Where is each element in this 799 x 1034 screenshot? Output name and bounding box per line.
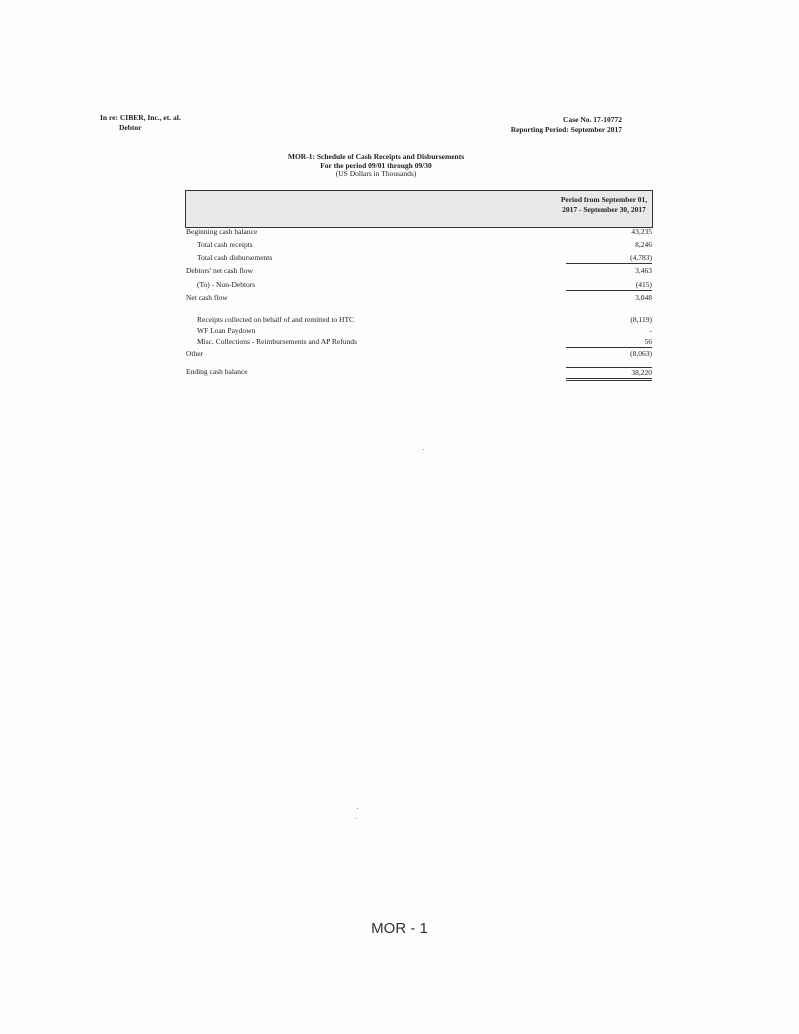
in-re-text: In re: CIBER, Inc., et. al. (100, 113, 181, 122)
row-label: Misc. Collections - Reimbursements and AP Refunds (197, 337, 357, 346)
scan-speck (357, 808, 358, 809)
row-label: Other (186, 349, 204, 358)
case-number: Case No. 17-10772 (563, 115, 622, 124)
row-label: Receipts collected on behalf of and remitted to HTC (197, 315, 355, 324)
table-row (186, 326, 652, 336)
title-line-2: For the period 09/01 through 09/30 (320, 160, 432, 170)
table-row (186, 349, 652, 359)
reporting-period: Reporting Period: September 2017 (510, 125, 622, 134)
row-label: Net cash flow (186, 293, 228, 302)
table-row (186, 315, 652, 325)
table-header (185, 190, 653, 228)
table-row (186, 337, 652, 347)
row-label: Ending cash balance (186, 367, 248, 376)
row-value: 3,048 (635, 293, 652, 302)
table-row (186, 293, 652, 303)
row-label: WF Loan Paydown (197, 326, 256, 335)
table-row (186, 253, 652, 263)
title-line-3: (US Dollars in Thousands) (335, 169, 417, 178)
case-header (470, 115, 622, 135)
table-row (186, 240, 652, 250)
row-label: Total cash receipts (197, 240, 253, 249)
row-label: Beginning cash balance (186, 227, 258, 236)
period-column-header: Period from September 01, 2017 - September 30, 2017 (560, 195, 648, 214)
row-value: 56 (566, 337, 652, 348)
row-value: - (649, 326, 652, 335)
row-value: (415) (566, 280, 652, 291)
debtor-header (100, 113, 181, 133)
debtor-label: Debtor (119, 123, 142, 132)
row-value: (8,119) (630, 315, 652, 324)
table-row (186, 367, 652, 377)
page-footer: MOR - 1 (371, 920, 428, 937)
row-value: (8,063) (630, 349, 652, 358)
scan-speck (423, 449, 424, 450)
table-row (186, 227, 652, 237)
title-line-1: MOR-1: Schedule of Cash Receipts and Disbursements (287, 152, 465, 161)
table-row (186, 280, 652, 290)
row-label: (To) - Non-Debtors (197, 280, 256, 289)
row-label: Debtors' net cash flow (186, 266, 253, 275)
row-value: 8,246 (635, 240, 652, 249)
row-value: 38,220 (566, 367, 652, 381)
row-value: (4,783) (566, 253, 652, 264)
schedule-title (200, 153, 552, 179)
row-value: 43,235 (631, 227, 652, 236)
row-value: 3,463 (635, 266, 652, 275)
scan-speck (355, 818, 356, 819)
table-row (186, 266, 652, 276)
row-label: Total cash disbursements (197, 253, 273, 262)
